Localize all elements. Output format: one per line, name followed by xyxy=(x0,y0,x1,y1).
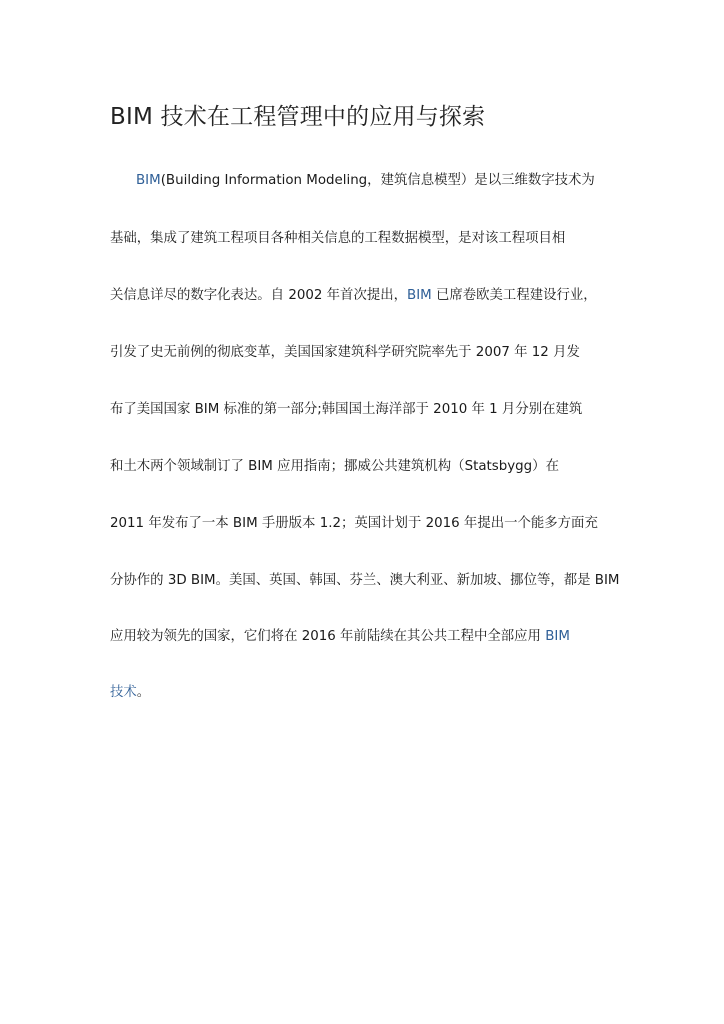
paragraph-line-5 xyxy=(110,400,582,420)
paragraph-line-2 xyxy=(110,229,565,249)
paragraph-line-10 xyxy=(110,683,150,703)
line-text: 2011 年发布了一本 BIM 手册版本 1.2；英国计划于 2016 年提出一个能多方面充 xyxy=(110,516,598,531)
line-text: 已席卷欧美工程建设行业， xyxy=(431,288,597,303)
bim-technology-link[interactable]: 技术 xyxy=(110,685,137,700)
line-text: 关信息详尽的数字化表达。自 2002 年首次提出， xyxy=(110,288,408,303)
document-title: BIM 技术在工程管理中的应用与探索 xyxy=(110,104,486,130)
line-text: (Building Information Modeling，建筑信息模型）是以三维数字技术为 xyxy=(160,173,595,188)
bim-link[interactable]: BIM xyxy=(545,629,570,644)
paragraph-line-7 xyxy=(110,514,598,534)
bim-link[interactable]: BIM xyxy=(407,288,432,303)
line-text: 引发了史无前例的彻底变革，美国国家建筑科学研究院率先于 2007 年 12 月发 xyxy=(110,345,580,360)
paragraph-line-4 xyxy=(110,343,580,363)
paragraph-line-6 xyxy=(110,457,559,477)
bim-link[interactable]: BIM xyxy=(136,173,161,188)
paragraph-line-8 xyxy=(110,571,619,591)
paragraph-line-9 xyxy=(110,627,570,647)
paragraph-line-3 xyxy=(110,286,597,306)
line-text: 应用较为领先的国家，它们将在 2016 年前陆续在其公共工程中全部应用 xyxy=(110,629,546,644)
line-text: 和土木两个领域制订了 BIM 应用指南；挪威公共建筑机构（Statsbygg）在 xyxy=(110,459,559,474)
line-text: 基础，集成了建筑工程项目各种相关信息的工程数据模型，是对该工程项目相 xyxy=(110,231,566,246)
line-text: 布了美国国家 BIM 标准的第一部分;韩国国土海洋部于 2010 年 1 月分别在建筑 xyxy=(110,402,583,417)
paragraph-line-1 xyxy=(136,171,595,191)
line-text: 分协作的 3D BIM。美国、英国、韩国、芬兰、澳大利亚、新加坡、挪位等，都是 BIM xyxy=(110,573,620,588)
line-text: 。 xyxy=(136,685,151,700)
